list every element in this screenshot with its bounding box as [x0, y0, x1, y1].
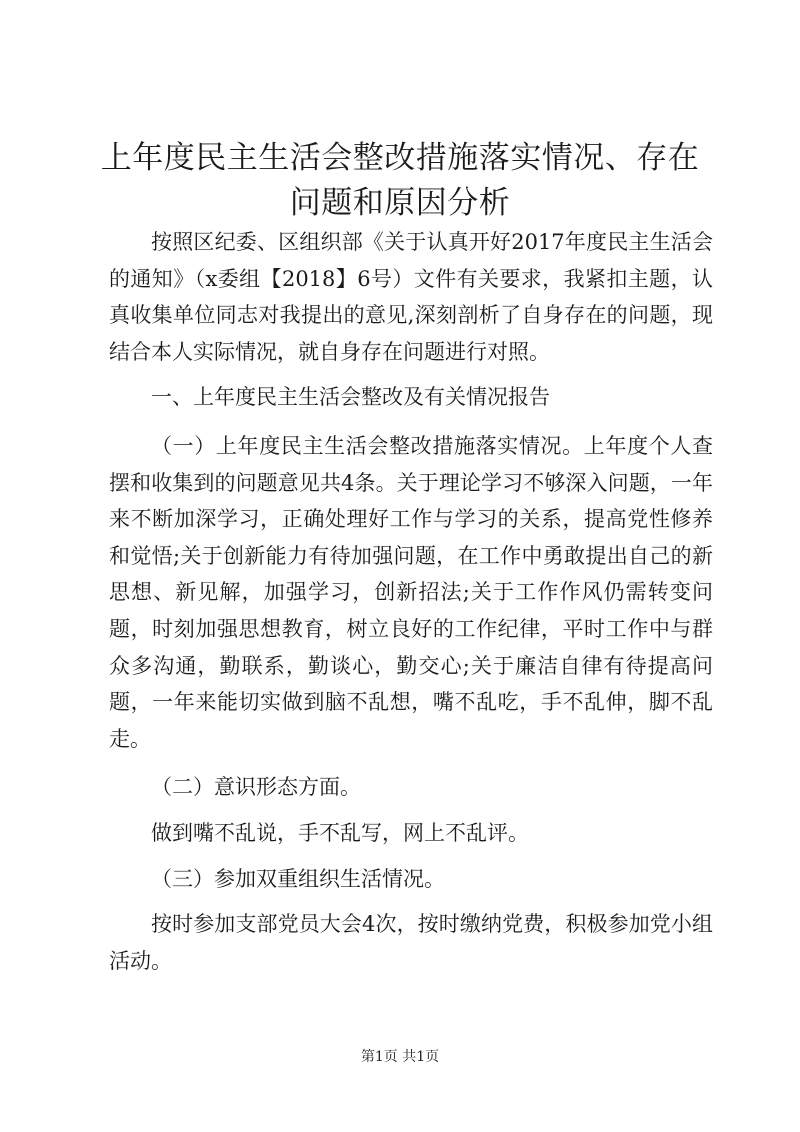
sub-section-2-body: 做到嘴不乱说，手不乱写，网上不乱评。 [151, 820, 529, 845]
sub-section-3-heading: （三）参加双重组织生活情况。 [151, 866, 445, 891]
page-footer: 第1页 共1页 [360, 1049, 440, 1065]
section-1-heading: 一、上年度民主生活会整改及有关情况报告 [151, 385, 550, 410]
sub-section-2-heading: （二）意识形态方面。 [151, 775, 361, 800]
sub-section-1-paragraph: （一）上年度民主生活会整改措施落实情况。上年度个人查摆和收集到的问题意见共4条。关于理论学习不够深入问题，一年来不断加深学习，正确处理好工作与学习的关系，提高党性修养和觉悟;关于创新能力有待加强问题，在工作中勇敢提出自己的新思想、新见解，加强学习，创新招法;关于工作作风仍需转变问题，时刻加强思想教育，树立良好的工作纪律，平时工作中与群众多沟通，勤联系，勤谈心，勤交心;关于廉洁自律有待提高问题，一年来能切实做到脑不乱想，嘴不乱吃，手不乱伸，脚不乱走。 [109, 433, 713, 751]
document-body [109, 224, 713, 979]
intro-paragraph: 按照区纪委、区组织部《关于认真开好2017年度民主生活会的通知》（x委组【2018】6号）文件有关要求，我紧扣主题，认真收集单位同志对我提出的意见,深刻剖析了自身存在的问题，现结合本人实际情况，就自身存在问题进行对照。 [109, 230, 713, 364]
document-title: 上年度民主生活会整改措施落实情况、存在问题和原因分析 [100, 140, 700, 221]
sub-section-3-body: 按时参加支部党员大会4次，按时缴纳党费，积极参加党小组活动。 [109, 912, 713, 973]
